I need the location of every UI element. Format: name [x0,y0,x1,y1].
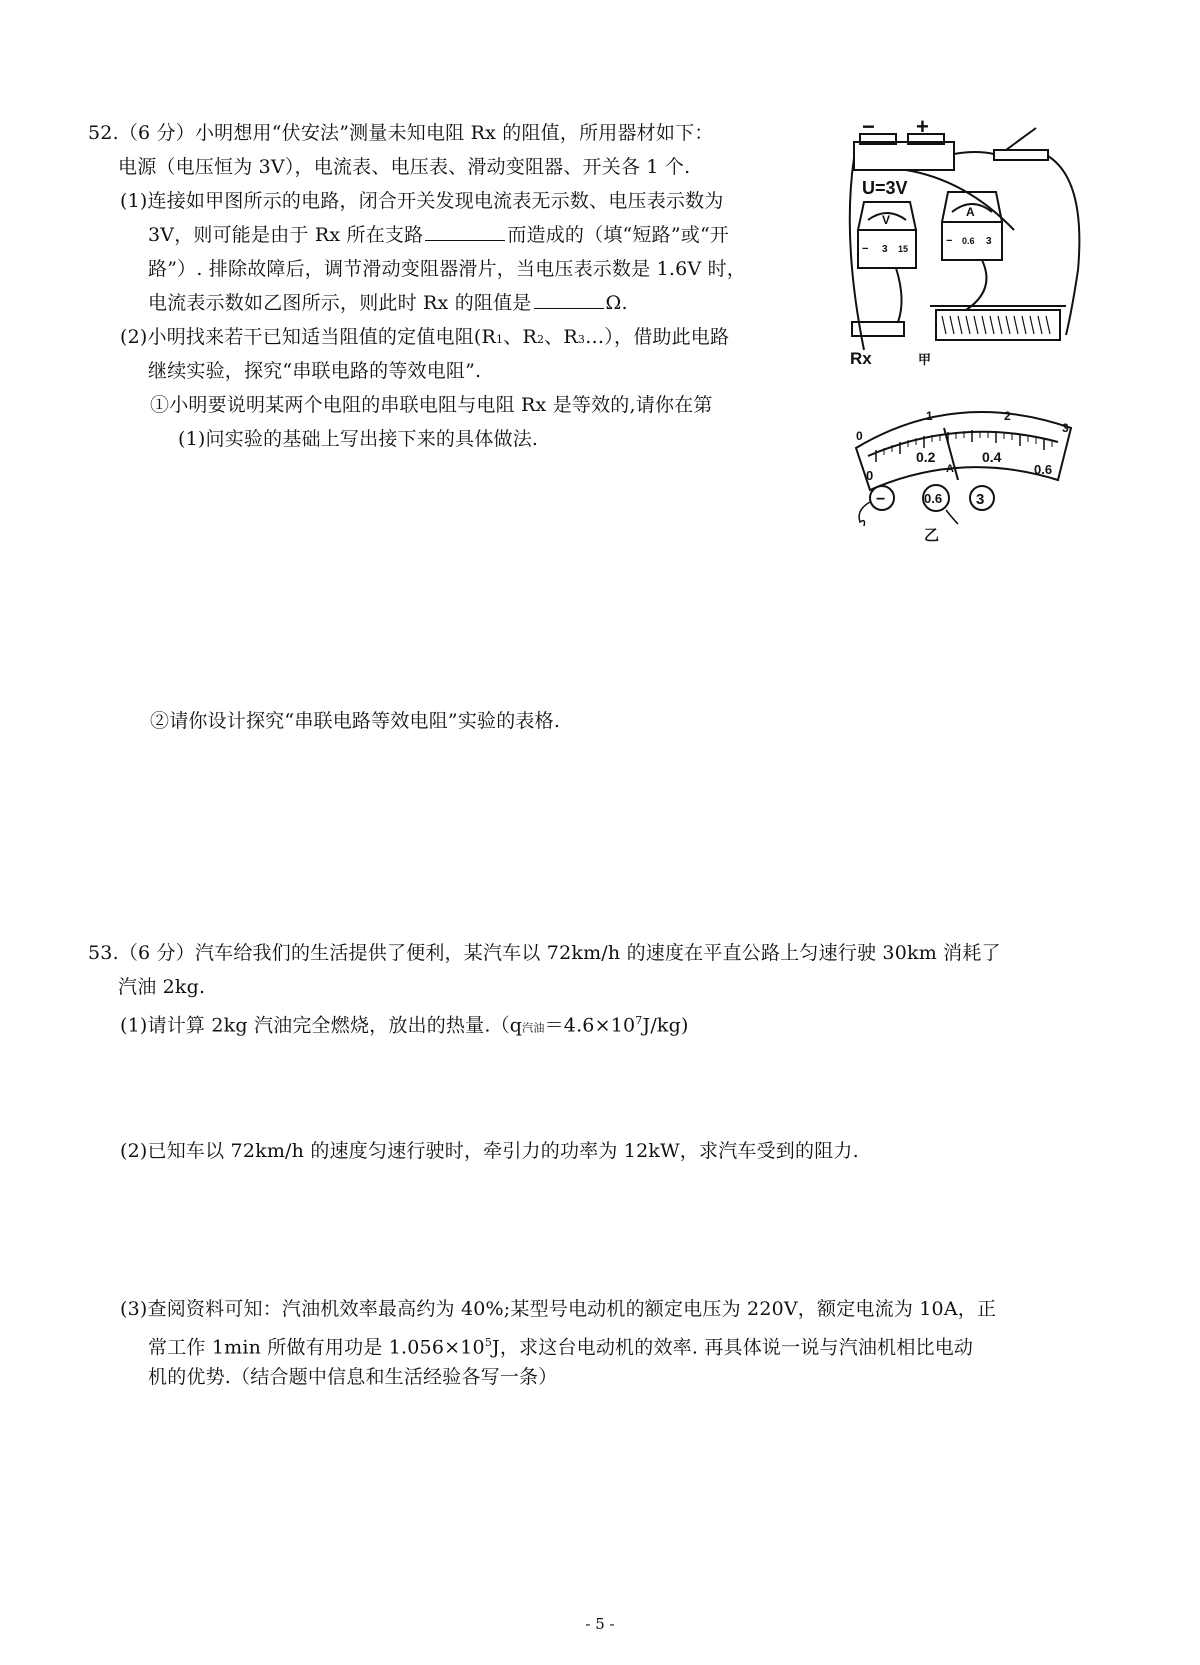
q53-part1 [120,1008,689,1041]
scale-bottom-0: 0 [866,468,874,483]
voltage-label: U=3V [862,178,908,198]
q52-stem-line2: 电源（电压恒为 3V），电流表、电压表、滑动变阻器、开关各 1 个. [118,156,691,178]
wire-voltmeter-rx [896,268,902,322]
terminal-3-label: 3 [976,491,985,508]
q52-part2-text-a: (2)小明找来若干已知适当阻值的定值电阻(R [120,326,497,348]
q53-part3-line3: 机的优势.（结合题中信息和生活经验各写一条） [148,1366,558,1388]
r3-subscript: 3 [577,333,586,346]
q52-part2-i-line2: (1)问实验的基础上写出接下来的具体做法. [178,428,539,450]
r1-subscript: 1 [496,333,504,346]
battery-plus-label: + [916,120,929,139]
wire-left [859,502,870,526]
q52-part2-i-line1: ①小明要说明某两个电阻的串联电阻与电阻 Rx 是等效的,请你在第 [150,394,713,416]
q52-part2-line2: 继续实验，探究“串联电路的等效电阻”. [148,360,482,382]
ammeter-terminal-0.6: 0.6 [962,236,975,246]
dial-scale-arc [868,432,1058,456]
r2-subscript: 2 [536,333,545,346]
exponent-5: 5 [484,1336,493,1349]
q53-part3-text-a: 常工作 1min 所做有用功是 1.056×10 [148,1336,485,1359]
q52-part2-text-d: …），借助此电路 [585,326,730,348]
scale-top-0: 0 [856,429,863,443]
q52-part1-line2 [148,222,729,248]
ammeter-terminal-minus: − [946,235,953,247]
voltmeter-terminal-15: 15 [898,244,909,254]
ammeter-terminal-3: 3 [986,236,992,247]
answer-blank-2[interactable] [534,290,604,309]
figure-jia-caption: 甲 [918,352,932,367]
terminal-0.6-label: 0.6 [924,491,943,506]
switch-base [994,150,1048,160]
voltmeter-terminal-minus: − [862,243,869,255]
q53-part1-text-b: ＝4.6×10 [544,1014,636,1037]
rheostat-coil [942,316,1050,334]
ammeter-symbol: A [966,205,975,219]
q52-part2-ii: ②请你设计探究“串联电路等效电阻”实验的表格. [150,710,561,732]
wire-ammeter-rheostat [966,260,986,310]
q52-part1-line4-b: Ω. [605,292,628,314]
figure-yi-caption: 乙 [924,527,940,544]
voltmeter-symbol: V [882,213,891,227]
q53-part3-line2 [148,1330,973,1360]
dial-face [856,412,1071,490]
scale-bottom-0.4: 0.4 [982,449,1002,465]
q52-part2-text-c: 、R [544,326,578,348]
wire-right [946,510,958,524]
battery [854,142,954,170]
answer-blank-1[interactable] [425,222,505,241]
q53-part2: (2)已知车以 72km/h 的速度匀速行驶时，牵引力的功率为 12kW，求汽车受到的阻力. [120,1140,859,1162]
scale-bottom-0.6: 0.6 [1034,462,1053,477]
q53-stem-line2: 汽油 2kg. [118,976,206,998]
scale-top-1: 1 [926,409,933,423]
dial-unit-label: A [946,463,954,475]
scale-bottom-0.2: 0.2 [916,449,936,465]
q52-part1-line2-a: 3V，则可能是由于 Rx 所在支路 [148,224,424,246]
q53-part3-line1: (3)查阅资料可知：汽油机效率最高约为 40%;某型号电动机的额定电压为 220V，额定电流为 10A，正 [120,1298,997,1320]
rheostat-body [936,310,1060,340]
terminal-minus-label: − [876,491,886,508]
circuit-figure-jia [846,120,1086,385]
q52-part2-text-b: 、R [503,326,537,348]
q52-part2-line1 [120,324,729,353]
q52-stem-line1: 52.（6 分）小明想用“伏安法”测量未知电阻 Rx 的阻值，所用器材如下： [88,122,714,144]
q53-part1-text-c: J/kg) [642,1014,689,1037]
wire-battery-switch [954,152,994,154]
gasoline-subscript: 汽油 [522,1021,545,1035]
q53-part3-text-b: J，求这台电动机的效率. 再具体说一说与汽油机相比电动 [492,1336,974,1359]
exponent-7: 7 [635,1014,643,1027]
q52-part1-line4 [148,290,628,316]
q52-part1-line4-a: 电流表示数如乙图所示，则此时 Rx 的阻值是 [148,292,532,314]
scale-top-2: 2 [1004,409,1011,423]
voltmeter-terminal-3: 3 [882,244,888,255]
switch-lever [1006,128,1036,150]
wire-switch-rheostat [1048,156,1079,335]
q53-part1-text-a: (1)请计算 2kg 汽油完全燃烧，放出的热量.（q [120,1014,523,1037]
page-number: - 5 - [585,1615,615,1633]
battery-minus-label: − [862,120,875,139]
q52-part1-line1: (1)连接如甲图所示的电路，闭合开关发现电流表无示数、电压表示数为 [120,190,724,212]
rx-label: Rx [850,349,872,368]
scale-top-3: 3 [1062,421,1069,435]
q53-stem-line1: 53.（6 分）汽车给我们的生活提供了便利，某汽车以 72km/h 的速度在平直公路上匀速行驶 30km 消耗了 [88,942,1001,964]
q52-part1-line2-b: 而造成的（填“短路”或“开 [507,224,730,246]
ammeter-dial-figure-yi [846,398,1086,558]
q52-part1-line3: 路”）. 排除故障后，调节滑动变阻器滑片，当电压表示数是 1.6V 时， [148,258,747,280]
